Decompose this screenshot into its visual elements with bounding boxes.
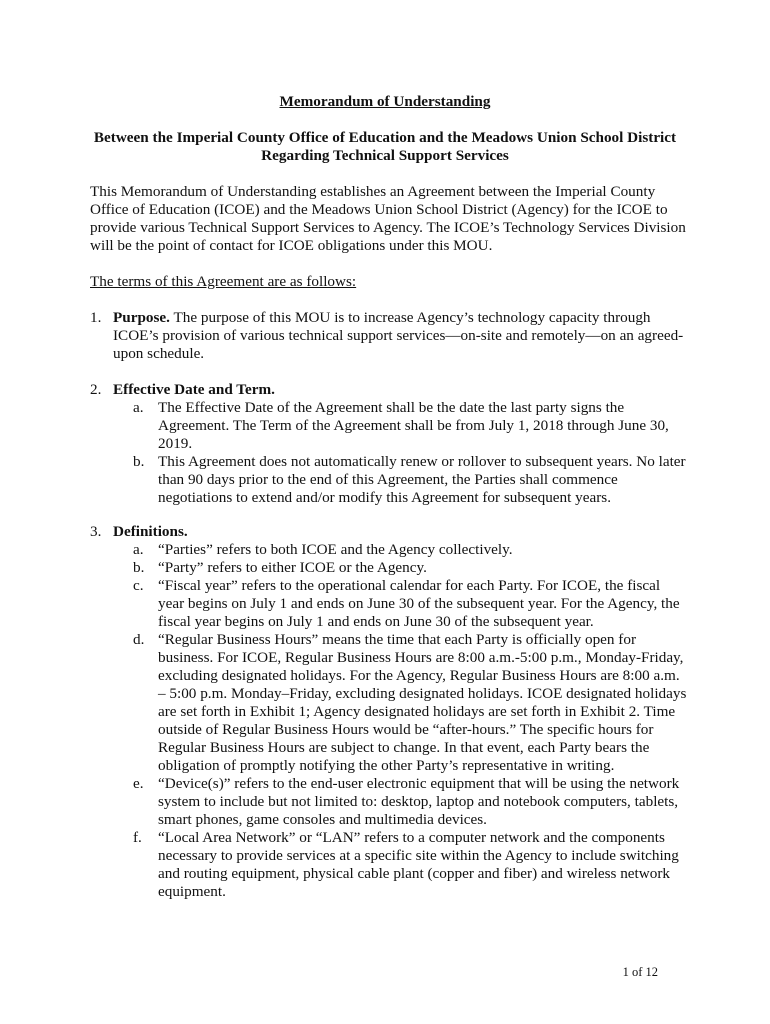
section-heading: Definitions. [113,523,188,540]
item-text: “Device(s)” refers to the end-user electronic equipment that will be using the network system to include but not limited to: desktop, laptop and notebook computers, tablets, smart phones, game consoles and multimedia devices. [158,775,680,828]
item-text: “Fiscal year” refers to the operational calendar for each Party. For ICOE, the fiscal year begins on July 1 and ends on June 30 of the subsequent year. For the Agency, the fiscal year begins on July 1 and ends on June 30 of the subsequent year. [158,577,680,630]
section-number: 3. [90,523,102,540]
item-text: The Effective Date of the Agreement shall be the date the last party signs the Agreement. The Term of the Agreement shall be from July 1, 2018 through June 30, 2019. [158,399,669,452]
list-item [90,541,690,559]
subtitle-line-1: Between the Imperial County Office of Education and the Meadows Union School District [93,129,677,146]
section-text: The purpose of this MOU is to increase Agency’s technology capacity through ICOE’s provision of various technical support services—on-site and remotely—on an agreed-upon schedule. [113,309,684,362]
item-letter: a. [133,541,144,558]
list-item [90,577,690,631]
list-item [90,829,690,901]
item-text: This Agreement does not automatically renew or rollover to subsequent years. No later than 90 days prior to the end of this Agreement, the Parties shall commence negotiations to extend and/or modify this Agreement for subsequent years. [158,453,686,506]
item-text: “Regular Business Hours” means the time that each Party is officially open for business. For ICOE, Regular Business Hours are 8:00 a.m.-5:00 p.m., Monday-Friday, excluding designated holidays. For the Agency, Regular Business Hours are 8:00 a.m. – 5:00 p.m. Monday–Friday, excluding designated holidays. ICOE designated holidays are set forth in Exhibit 1; Agency designated holidays are set forth in Exhibit 2. Time outside of Regular Business Hours would be “after-hours.” The specific hours for Regular Business Hours are subject to change. In that event, each Party bears the obligation of promptly notifying the other Party’s representative in writing. [158,631,687,774]
section-body [113,309,690,363]
section-purpose [90,309,690,363]
item-letter: f. [133,829,142,846]
item-letter: a. [133,399,144,416]
subtitle-line-2: Regarding Technical Support Services [261,147,509,164]
list-item [90,775,690,829]
section-effective-date [90,381,690,507]
section-number: 2. [90,381,102,398]
list-item [90,559,690,577]
document-title: Memorandum of Understanding [279,93,491,110]
page-number: 1 of 12 [622,965,658,979]
section-heading: Purpose. [113,309,170,326]
terms-heading: The terms of this Agreement are as follows: [90,273,357,290]
section-number: 1. [90,309,102,326]
item-text: “Local Area Network” or “LAN” refers to a computer network and the components necessary to provide services at a specific site within the Agency to include switching and routing equipment, physical cable plant (copper and fiber) and wireless network equipment. [158,829,679,900]
section-definitions [90,523,690,901]
list-item [90,399,690,453]
section-items [90,541,690,901]
item-letter: b. [133,453,145,470]
item-letter: e. [133,775,144,792]
item-letter: b. [133,559,145,576]
list-item [90,631,690,775]
section-items [90,399,690,507]
item-letter: c. [133,577,144,594]
document-subtitle [0,129,770,165]
intro-paragraph: This Memorandum of Understanding establishes an Agreement between the Imperial County Office of Education (ICOE) and the Meadows Union School District (Agency) for the ICOE to provide various Technical Support Services to Agency. The ICOE’s Technology Services Division will be the point of contact for ICOE obligations under this MOU. [90,183,686,254]
section-heading: Effective Date and Term. [113,381,275,398]
item-text: “Party” refers to either ICOE or the Agency. [158,559,427,576]
item-letter: d. [133,631,145,648]
item-text: “Parties” refers to both ICOE and the Agency collectively. [158,541,513,558]
list-item [90,453,690,507]
